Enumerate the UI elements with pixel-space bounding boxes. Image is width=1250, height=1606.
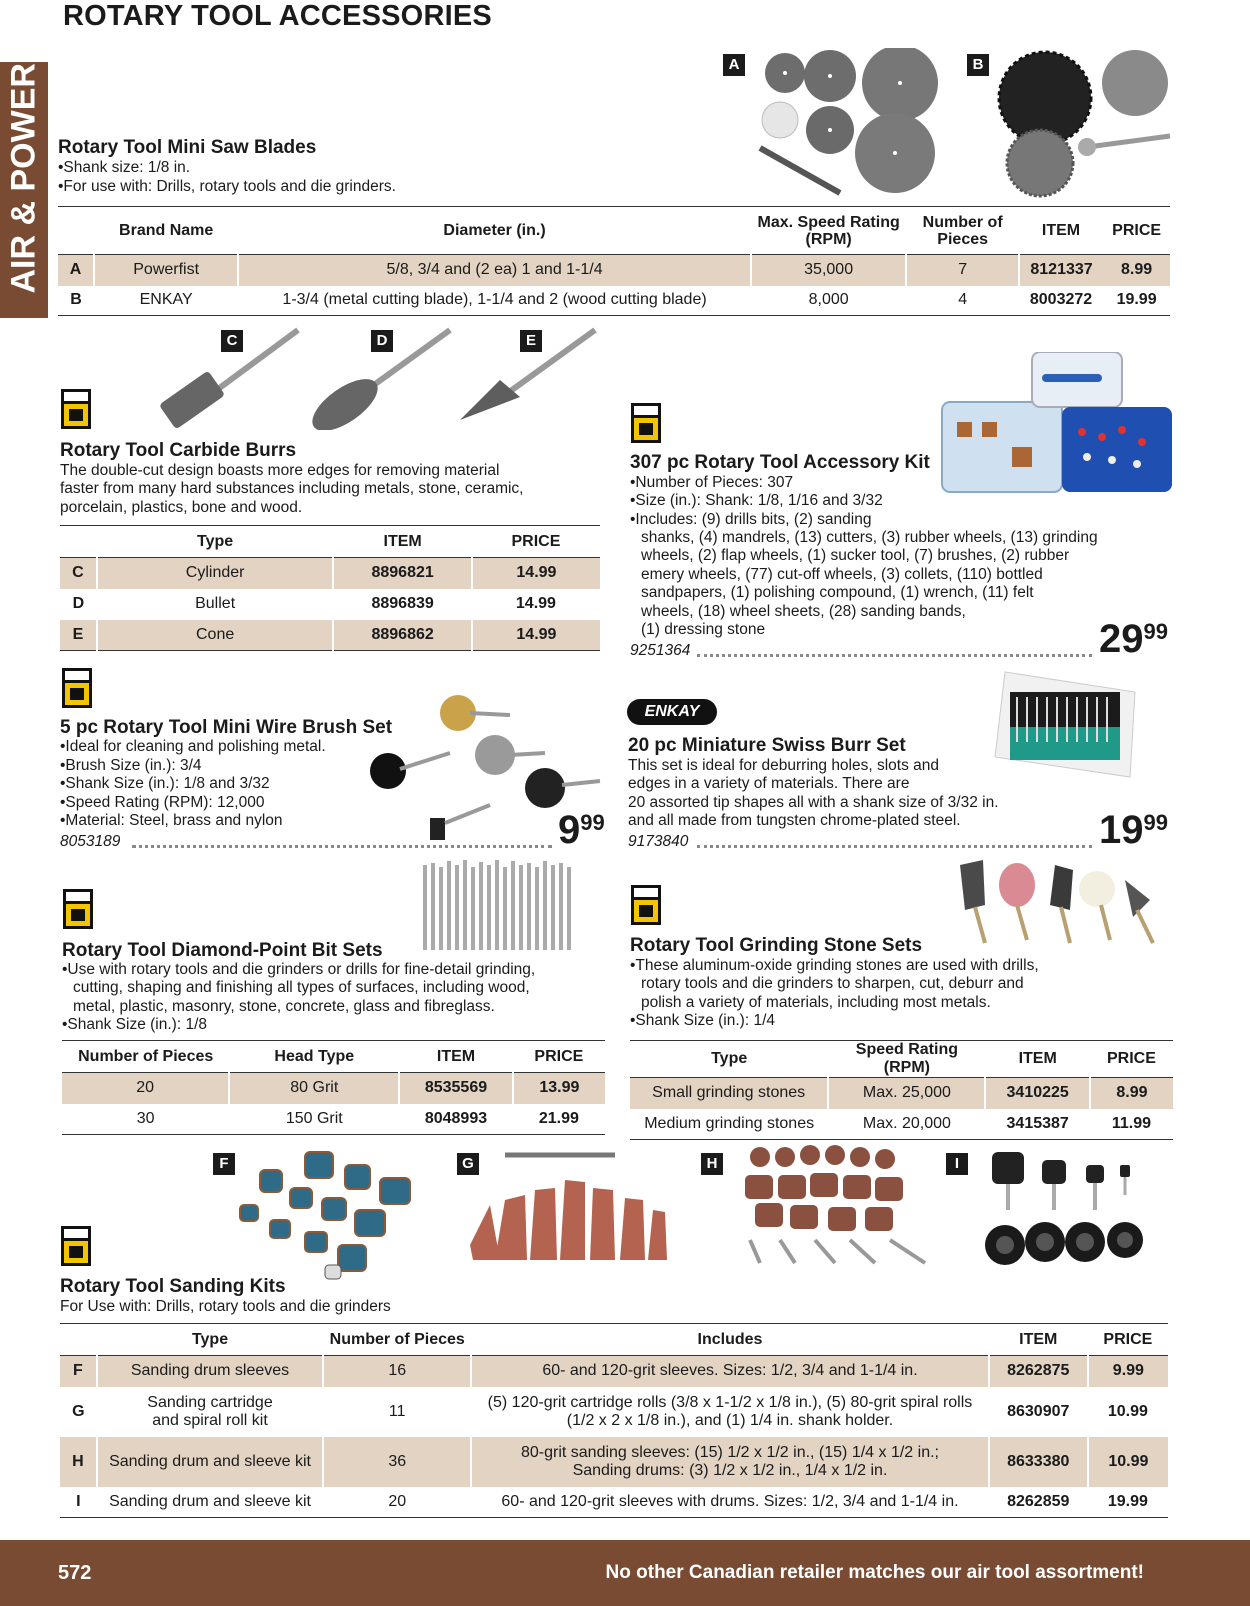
image-label-e: E <box>520 330 542 352</box>
table-row: G Sanding cartridge and spiral roll kit 11 (5) 120-grit cartridge rolls (3/8 x 1-1/2 x 1/8 in.), (5) 80-grit spiral rolls (1/2 x 2 x 1/8 in.), and (1) 1/4 in. shank holder. 8630907 10.99 <box>72 1393 1148 1429</box>
image-label-h: H <box>701 1153 723 1175</box>
powerfist-logo-icon <box>61 1226 91 1266</box>
sanding-cartridge-rolls-icon <box>465 1150 670 1265</box>
saw-blade-set-a-icon <box>755 48 945 198</box>
col-price: PRICE <box>1112 221 1162 239</box>
table-row: H Sanding drum and sleeve kit 36 80-grit sanding sleeves: (15) 1/2 x 1/2 in., (15) 1/4 x 1/2 in.; Sanding drums: (3) 1/2 x 1/2 in., 1/4 x 1/2 in. 8633380 10.99 <box>60 1437 1168 1487</box>
col-item: ITEM <box>1041 221 1081 239</box>
powerfist-logo-icon <box>63 889 93 929</box>
table-row: I Sanding drum and sleeve kit 20 60- and 120-grit sleeves with drums. Sizes: 1/2, 3/4 and 1-1/4 in. 8262859 19.99 <box>76 1492 1148 1510</box>
table-row: F Sanding drum sleeves 16 60- and 120-grit sleeves. Sizes: 1/2, 3/4 and 1-1/4 in. 8262875 9.99 <box>60 1356 1168 1387</box>
powerfist-logo-icon <box>61 389 91 429</box>
powerfist-logo-icon <box>62 668 92 708</box>
carbide-burrs-icon <box>160 325 610 430</box>
swiss-burr-price: 1999 <box>1099 808 1168 852</box>
image-label-b: B <box>967 54 989 76</box>
image-label-g: G <box>457 1153 479 1175</box>
table-row: Medium grinding stones Max. 20,000 3415387 11.99 <box>644 1114 1152 1132</box>
wire-brush-price: 999 <box>558 808 605 852</box>
image-label-a: A <box>723 54 745 76</box>
wire-brush-title: 5 pc Rotary Tool Mini Wire Brush Set <box>60 717 393 738</box>
kit307-price: 2999 <box>1099 617 1168 661</box>
table-row: D Bullet 8896839 14.99 <box>72 595 556 612</box>
dotted-leader <box>697 845 1092 848</box>
image-label-c: C <box>221 330 243 352</box>
dotted-leader <box>132 845 552 848</box>
table-row: Small grinding stones Max. 25,000 3410225 8.99 <box>630 1078 1173 1109</box>
side-tab-label: AIR & POWER <box>4 63 43 294</box>
powerfist-logo-icon <box>631 885 661 925</box>
saw-blade-set-b-icon <box>995 48 1175 198</box>
diamond-title: Rotary Tool Diamond-Point Bit Sets <box>62 940 383 961</box>
table-row: C Cylinder 8896821 14.99 <box>60 558 600 589</box>
sanding-table: Type Number of Pieces Includes ITEM PRICE F Sanding drum sleeves 16 60- and 120-grit sleeves. Sizes: 1/2, 3/4 and 1-1/4 in. 8262875 9.99 G Sanding cartridge and spiral roll kit 11 (5) 120-grit cartridge rolls (3/8 x 1-1/2 x 1/8 in.), (5) 80-grit spiral rolls (1/2 x 2 x 1/8 in.), and (1) 1/4 in. shank holder. 8630907 10.99 H Sanding drum and sleeve kit 36 80-grit sanding sleeves: (15) 1/2 x 1/2 in., (15) 1/4 x 1/2 in.; Sanding drums: (3) 1/2 x 1/2 in., 1/4 x 1/2 in. 8633380 10.99 I Sanding drum and sleeve kit 20 60- and 120-grit sleeves with drums. Sizes: 1/2, 3/4 and 1-1/4 in. 8262859 19.99 <box>60 1323 1168 1518</box>
sanding-drum-sleeve-set-icon <box>980 1150 1150 1270</box>
powerfist-logo-icon <box>631 403 661 443</box>
carbide-description: The double-cut design boasts more edges for removing material faster from many hard substances including metals, stone, ceramic, porcelain, plastics, bone and wood. <box>60 462 524 516</box>
saw-blades-title: Rotary Tool Mini Saw Blades <box>58 137 317 158</box>
saw-blades-bullet: •For use with: Drills, rotary tools and die grinders. <box>58 178 396 195</box>
kit307-title: 307 pc Rotary Tool Accessory Kit <box>630 452 930 473</box>
col-diameter: Diameter (in.) <box>443 221 546 239</box>
image-label-f: F <box>213 1153 235 1175</box>
table-row: B ENKAY 1-3/4 (metal cutting blade), 1-1/4 and 2 (wood cutting blade) 8,000 4 8003272 19.99 <box>70 291 1157 309</box>
col-pieces: Number of Pieces <box>922 213 1003 248</box>
accessory-kit-case-icon <box>932 352 1177 502</box>
sanding-drum-kit-icon <box>740 1145 935 1265</box>
grinding-table: Type Speed Rating (RPM) ITEM PRICE Small grinding stones Max. 25,000 3410225 8.99 Medium grinding stones Max. 20,000 3415387 11.99 <box>630 1040 1173 1140</box>
kit307-sku: 9251364 <box>630 642 691 659</box>
enkay-logo: ENKAY <box>627 699 717 725</box>
image-label-d: D <box>371 330 393 352</box>
carbide-title: Rotary Tool Carbide Burrs <box>60 440 297 461</box>
sanding-drum-sleeves-icon <box>230 1150 430 1285</box>
swiss-burr-title: 20 pc Miniature Swiss Burr Set <box>628 735 906 756</box>
sanding-description: For Use with: Drills, rotary tools and die grinders <box>60 1298 391 1315</box>
grinding-title: Rotary Tool Grinding Stone Sets <box>630 935 923 956</box>
col-brand: Brand Name <box>119 221 214 239</box>
saw-blades-table <box>58 206 1170 316</box>
image-label-i: I <box>946 1153 968 1175</box>
footer-bar <box>0 1540 1250 1606</box>
swiss-burr-sku: 9173840 <box>628 833 689 850</box>
carbide-table: Type ITEM PRICE C Cylinder 8896821 14.99 D Bullet 8896839 14.99 E Cone 8896862 14.99 <box>60 525 600 651</box>
table-row: E Cone 8896862 14.99 <box>60 620 600 651</box>
saw-blades-bullet: •Shank size: 1/8 in. <box>58 159 191 176</box>
table-row: 20 80 Grit 8535569 13.99 <box>62 1073 605 1104</box>
diamond-bit-set-icon <box>420 855 580 955</box>
dotted-leader <box>697 654 1092 657</box>
page-number: 572 <box>58 1562 92 1584</box>
wire-brush-sku: 8053189 <box>60 833 121 850</box>
swiss-burr-set-icon <box>985 667 1145 782</box>
page-title: ROTARY TOOL ACCESSORIES <box>63 0 492 32</box>
table-row: A Powerfist 5/8, 3/4 and (2 ea) 1 and 1-1/4 35,000 7 8121337 8.99 <box>58 255 1170 286</box>
col-speed: Max. Speed Rating (RPM) <box>757 213 900 248</box>
table-row: 30 150 Grit 8048993 21.99 <box>136 1109 579 1127</box>
sanding-title: Rotary Tool Sanding Kits <box>60 1276 286 1297</box>
footer-tagline: No other Canadian retailer matches our air tool assortment! <box>605 1562 1144 1583</box>
grinding-stones-icon <box>955 855 1155 945</box>
diamond-table: Number of Pieces Head Type ITEM PRICE 20 80 Grit 8535569 13.99 30 150 Grit 8048993 21.99 <box>62 1040 605 1135</box>
side-tab <box>0 62 48 318</box>
